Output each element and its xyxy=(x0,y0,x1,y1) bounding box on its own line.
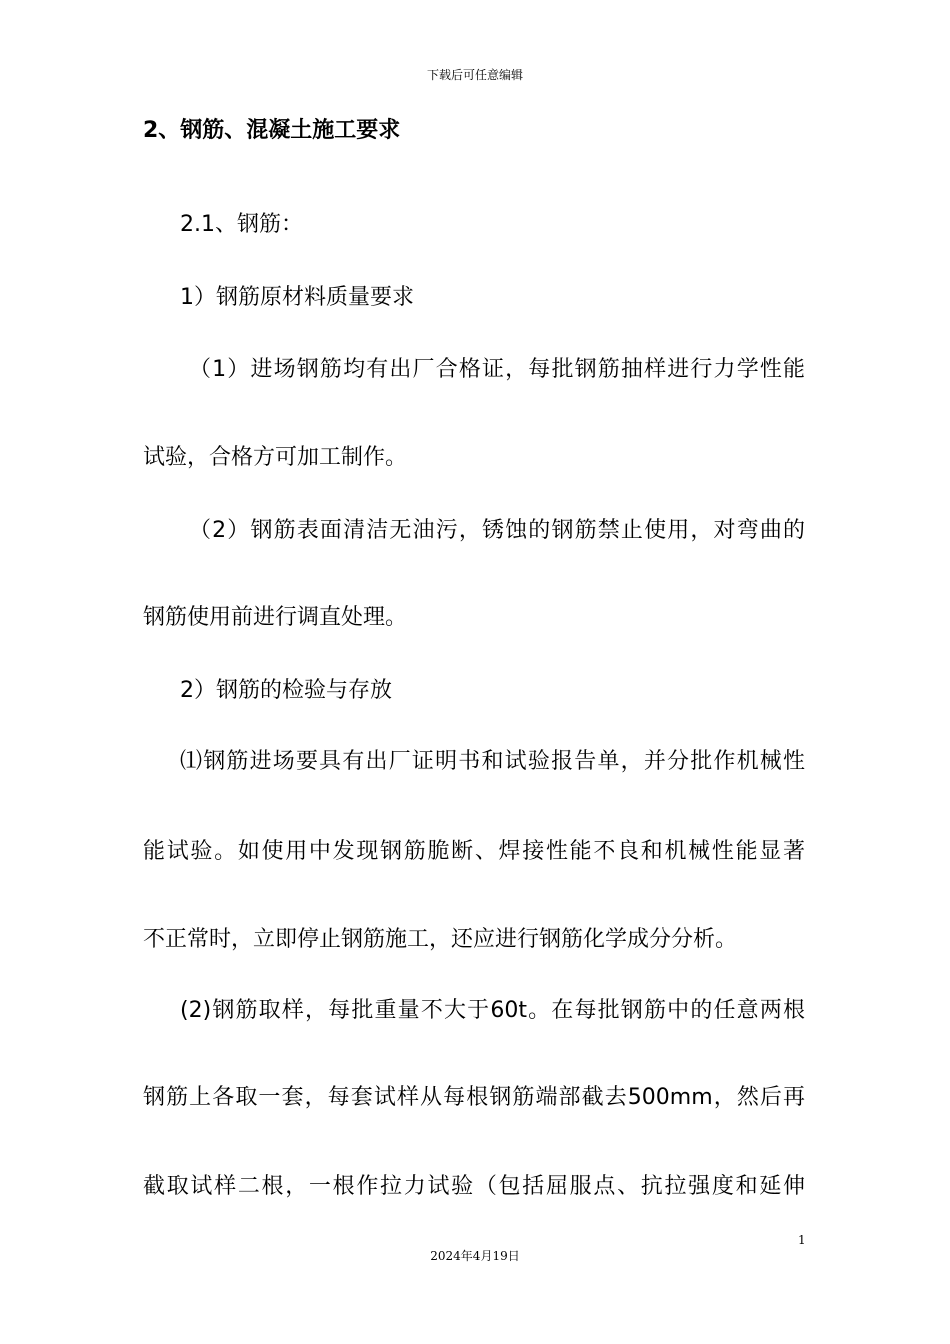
paragraph-line: (2)钢筋取样，每批重量不大于60t。在每批钢筋中的任意两根 xyxy=(180,998,805,1023)
item-title: 2）钢筋的检验与存放 xyxy=(180,678,392,703)
item-title: 1）钢筋原材料质量要求 xyxy=(180,285,414,310)
section-heading: 2、钢筋、混凝土施工要求 xyxy=(143,118,401,143)
paragraph-line: 不正常时，立即停止钢筋施工，还应进行钢筋化学成分分析。 xyxy=(143,927,738,952)
subsection-title: 2.1、钢筋： xyxy=(180,212,303,237)
paragraph-line: ⑴钢筋进场要具有出厂证明书和试验报告单，并分批作机械性 xyxy=(180,749,805,774)
paragraph-line: 能试验。如使用中发现钢筋脆断、焊接性能不良和机械性能显著 xyxy=(143,839,805,864)
page-header: 下载后可任意编辑 xyxy=(426,68,523,82)
paragraph-line: （2）钢筋表面清洁无油污，锈蚀的钢筋禁止使用，对弯曲的 xyxy=(189,518,805,543)
paragraph-line: 钢筋使用前进行调直处理。 xyxy=(143,605,408,630)
paragraph-line: （1）进场钢筋均有出厂合格证，每批钢筋抽样进行力学性能 xyxy=(189,357,805,382)
page-number: 1 xyxy=(798,1233,806,1247)
paragraph-line: 钢筋上各取一套，每套试样从每根钢筋端部截去500mm，然后再 xyxy=(143,1085,805,1110)
paragraph-line: 试验，合格方可加工制作。 xyxy=(143,445,408,470)
paragraph-line: 截取试样二根，一根作拉力试验（包括屈服点、抗拉强度和延伸 xyxy=(143,1174,805,1199)
page-footer-date: 2024年4月19日 xyxy=(430,1249,520,1263)
